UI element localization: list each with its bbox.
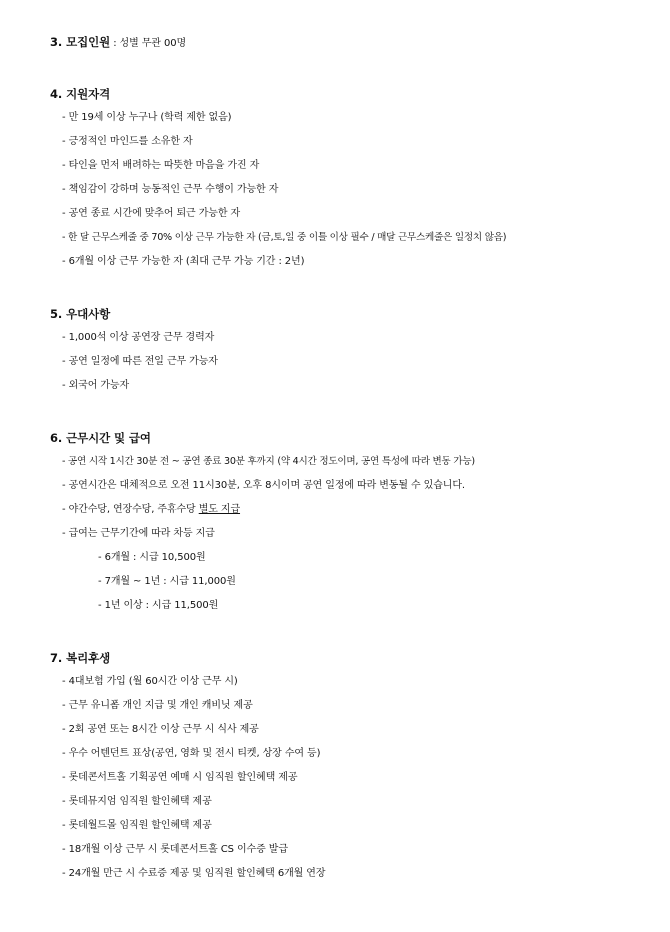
list-item: - 긍정적인 마인드를 소유한 자 xyxy=(62,136,193,147)
list-item: - 롯데콘서트홀 기획공연 예매 시 임직원 할인혜택 제공 xyxy=(62,772,298,783)
list-item: - 공연 종료 시간에 맞추어 퇴근 가능한 자 xyxy=(62,208,241,219)
list-item: - 24개월 만근 시 수료증 제공 및 임직원 할인혜택 6개월 연장 xyxy=(62,868,326,879)
list-item: - 타인을 먼저 배려하는 따뜻한 마음을 가진 자 xyxy=(62,160,260,171)
list-item: - 근무 유니폼 개인 지급 및 개인 캐비닛 제공 xyxy=(62,700,253,711)
list-item: - 공연 시작 1시간 30분 전 ~ 공연 종료 30분 후까지 (약 4시간 정도이며, 공연 특성에 따라 변동 가능) xyxy=(62,456,475,467)
list-item: - 공연 일정에 따른 전일 근무 가능자 xyxy=(62,356,218,367)
list-item: - 롯데월드몰 임직원 할인혜택 제공 xyxy=(62,820,212,831)
section-4-heading: 4. 지원자격 xyxy=(50,87,111,101)
underlined-text: 별도 지급 xyxy=(198,504,241,515)
section-3-value: : 성별 무관 00명 xyxy=(110,38,187,49)
pay-item: - 6개월 : 시급 10,500원 xyxy=(98,552,206,563)
list-item: - 한 달 근무스케줄 중 70% 이상 근무 가능한 자 (금,토,일 중 이틀 이상 필수 / 매달 근무스케줄은 일정치 않음) xyxy=(62,232,507,243)
list-item: - 6개월 이상 근무 가능한 자 (최대 근무 가능 기간 : 2년) xyxy=(62,256,305,267)
list-item: - 공연시간은 대체적으로 오전 11시30분, 오후 8시이며 공연 일정에 따라 변동될 수 있습니다. xyxy=(62,480,465,491)
pay-item: - 7개월 ~ 1년 : 시급 11,000원 xyxy=(98,576,236,587)
pay-item: - 1년 이상 : 시급 11,500원 xyxy=(98,600,219,611)
list-item: - 우수 어텐던트 표상(공연, 영화 및 전시 티켓, 상장 수여 등) xyxy=(62,748,321,759)
list-item: - 1,000석 이상 공연장 근무 경력자 xyxy=(62,332,215,343)
list-item: - 롯데뮤지엄 임직원 할인혜택 제공 xyxy=(62,796,212,807)
list-item: - 급여는 근무기간에 따라 차등 지급 xyxy=(62,528,215,539)
list-item: - 2회 공연 또는 8시간 이상 근무 시 식사 제공 xyxy=(62,724,259,735)
list-item xyxy=(62,503,240,517)
list-item: - 만 19세 이상 누구나 (학력 제한 없음) xyxy=(62,112,232,123)
list-item: - 18개월 이상 근무 시 롯데콘서트홀 CS 이수증 발급 xyxy=(62,844,288,855)
list-item: - 4대보험 가입 (월 60시간 이상 근무 시) xyxy=(62,676,238,687)
section-5-heading: 5. 우대사항 xyxy=(50,307,111,321)
list-item: - 책임감이 강하며 능동적인 근무 수행이 가능한 자 xyxy=(62,184,279,195)
list-item: - 외국어 가능자 xyxy=(62,380,130,391)
section-3-heading xyxy=(50,35,186,51)
section-6-heading: 6. 근무시간 및 급여 xyxy=(50,431,151,445)
list-item-text: - 야간수당, 연장수당, 주휴수당 xyxy=(62,504,199,515)
section-3-title: 3. 모집인원 xyxy=(50,35,111,49)
section-7-heading: 7. 복리후생 xyxy=(50,651,111,665)
